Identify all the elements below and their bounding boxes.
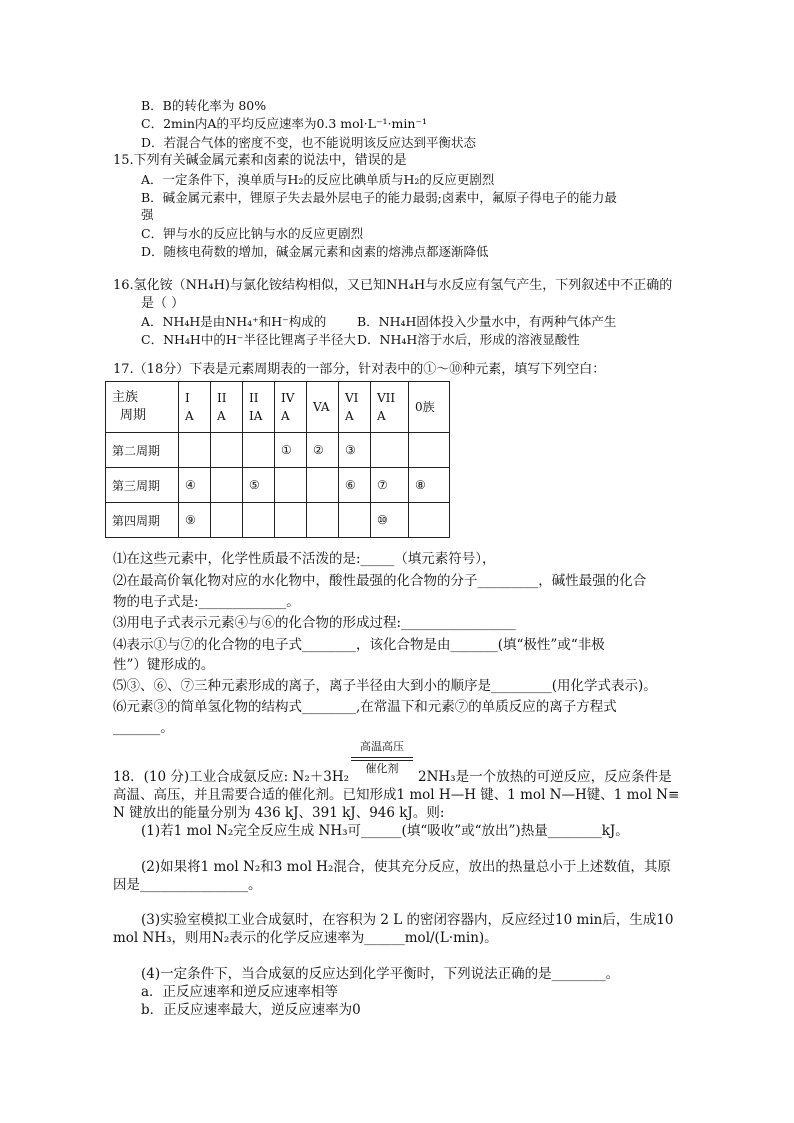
- table-cell: ⑦: [371, 468, 409, 503]
- q14-option-d: D．若混合气体的密度不变，也不能说明该反应达到平衡状态: [141, 135, 477, 150]
- group-label: VA: [313, 400, 330, 414]
- table-row: [106, 433, 450, 468]
- group-label: A: [281, 409, 290, 423]
- group-header-1: [179, 382, 211, 433]
- reversible-arrow-icon: [351, 756, 413, 762]
- q17-part-3: ⑶用电子式表示元素④与⑥的化合物的形成过程:_________________: [113, 615, 516, 631]
- q18-part-4: (4)一定条件下，当合成氨的反应达到化学平衡时，下列说法正确的是________。: [141, 966, 620, 982]
- q17-part-1: ⑴在这些元素中，化学性质最不活泼的是:_____（填元素符号），: [113, 551, 496, 567]
- q18-line-1-right: 2NH₃是一个放热的可逆反应，反应条件是: [418, 769, 672, 785]
- q16-option-c: C．NH₄H中的H⁻半径比锂离子半径大: [141, 332, 356, 347]
- table-cell: [339, 503, 371, 538]
- q16-option-a: A．NH₄H是由NH₄⁺和H⁻构成的: [141, 314, 327, 329]
- table-cell: ①: [275, 433, 307, 468]
- corner-label-group: 主族: [112, 390, 139, 405]
- q15-option-b-cont: 强: [141, 207, 154, 222]
- table-cell: ⑤: [243, 468, 275, 503]
- group-label: IV: [281, 391, 295, 405]
- condition-bottom: 催化剂: [365, 762, 399, 775]
- table-cell: ⑧: [409, 468, 450, 503]
- corner-label-period: 周期: [120, 408, 147, 423]
- q15-option-c: C．钾与水的反应比钠与水的反应更剧烈: [141, 226, 364, 241]
- q18-line-2: 高温、高压，并且需要合适的催化剂。已知形成1 mol H—H 键、1 mol N—H键、1 mol N≡: [113, 787, 680, 803]
- table-cell: [179, 433, 211, 468]
- group-header-0: [409, 382, 450, 433]
- q17-part-2-cont: 物的电子式是:_____________。: [113, 594, 300, 610]
- q15-option-b: B．碱金属元素中，锂原子失去最外层电子的能力最弱;卤素中，氟原子得电子的能力最: [141, 190, 617, 205]
- q16-stem-cont: 是（ ）: [141, 296, 185, 311]
- group-label: A: [217, 409, 226, 423]
- table-cell: [243, 503, 275, 538]
- table-row: [106, 468, 450, 503]
- q17-part-6-cont: _______。: [113, 720, 174, 736]
- table-cell: [243, 433, 275, 468]
- table-cell: [307, 468, 339, 503]
- table-cell: [275, 503, 307, 538]
- q18-part-2-cont: 因是________________。: [113, 877, 262, 893]
- table-cell: ③: [339, 433, 371, 468]
- group-label: II: [249, 391, 259, 405]
- table-cell: [371, 433, 409, 468]
- group-header-4: [275, 382, 307, 433]
- table-cell: ②: [307, 433, 339, 468]
- q18-part-3: (3)实验室模拟工业合成氨时，在容积为 2 L 的密闭容器内，反应经过10 min后，生成10: [141, 912, 674, 928]
- q17-part-5: ⑸③、⑥、⑦三种元素形成的离子，离子半径由大到小的顺序是_________(用化学式表示)。: [113, 678, 657, 694]
- q18-line-1: 18．(10 分)工业合成氨反应: N₂＋3H₂: [113, 769, 350, 785]
- table-cell: ④: [179, 468, 211, 503]
- q16-stem: 16.氢化铵（NH₄H)与氯化铵结构相似，又已知NH₄H与水反应有氢气产生，下列叙述中不正确的: [113, 278, 673, 293]
- q18-option-b: b．正反应速率最大，逆反应速率为0: [141, 1002, 361, 1018]
- group-header-5: [307, 382, 339, 433]
- table-cell: [211, 433, 243, 468]
- q17-part-6: ⑹元素③的简单氢化物的结构式________,在常温下和元素⑦的单质反应的离子方程式: [113, 699, 617, 715]
- q15-option-a: A．一定条件下，溴单质与H₂的反应比碘单质与H₂的反应更剧烈: [141, 172, 495, 187]
- period-label: 第二周期: [106, 433, 179, 468]
- q18-part-2: (2)如果将1 mol N₂和3 mol H₂混合，使其充分反应，放出的热量总小于上述数值，其原: [141, 859, 671, 875]
- group-label: II: [217, 391, 227, 405]
- table-cell: ⑨: [179, 503, 211, 538]
- group-label: A: [345, 409, 354, 423]
- table-row: [106, 503, 450, 538]
- q16-option-b: B．NH₄H固体投入少量水中，有两种气体产生: [357, 314, 617, 329]
- group-label: VI: [345, 391, 359, 405]
- period-label: 第四周期: [106, 503, 179, 538]
- periodic-table: [105, 381, 450, 538]
- period-label: 第三周期: [106, 468, 179, 503]
- table-cell: ⑩: [371, 503, 409, 538]
- table-cell: [211, 468, 243, 503]
- table-cell: [275, 468, 307, 503]
- table-cell: [409, 433, 450, 468]
- q17-stem: 17.（18分）下表是元素周期表的一部分，针对表中的①～⑩种元素，填写下列空白：: [113, 362, 606, 377]
- q15-option-d: D．随核电荷数的增加，碱金属元素和卤素的熔沸点都逐渐降低: [141, 244, 489, 259]
- group-label: VII: [377, 391, 396, 405]
- q15-stem: 15.下列有关碱金属元素和卤素的说法中，错误的是: [113, 153, 407, 168]
- periodic-table-header-row: [106, 382, 450, 433]
- q17-part-2: ⑵在最高价氧化物对应的水化物中，酸性最强的化合物的分子_________，碱性最强的化合: [113, 573, 647, 589]
- reaction-condition: [351, 740, 413, 776]
- group-label: IA: [249, 409, 263, 423]
- q17-part-4: ⑷表示①与⑦的化合物的电子式________，该化合物是由_______(填“极性”或“非极: [113, 637, 605, 653]
- group-header-3: [243, 382, 275, 433]
- q18-line-3: N 键放出的能量分别为 436 kJ、391 kJ、946 kJ。则:: [113, 805, 445, 821]
- table-cell: [307, 503, 339, 538]
- q18-option-a: a．正反应速率和逆反应速率相等: [141, 984, 339, 1000]
- condition-top: 高温高压: [360, 740, 404, 753]
- q17-part-4-cont: 性”）键形成的。: [113, 657, 215, 673]
- q18-part-1: (1)若1 mol N₂完全反应生成 NH₃可______(填“吸收”或“放出”)热量________kJ。: [141, 823, 629, 839]
- group-header-2: [211, 382, 243, 433]
- table-corner-cell: [106, 382, 179, 433]
- group-label: A: [185, 409, 194, 423]
- group-label: A: [377, 409, 386, 423]
- q16-option-d: D．NH₄H溶于水后，形成的溶液显酸性: [357, 332, 580, 347]
- group-header-6: [339, 382, 371, 433]
- table-cell: [409, 503, 450, 538]
- table-cell: ⑥: [339, 468, 371, 503]
- q14-option-b: B．B的转化率为 80%: [141, 98, 267, 113]
- group-header-7: [371, 382, 409, 433]
- table-cell: [211, 503, 243, 538]
- q18-part-3-cont: mol NH₃，则用N₂表示的化学反应速率为______mol/(L·min)。: [113, 930, 498, 946]
- q14-option-c: C．2min内A的平均反应速率为0.3 mol·L⁻¹·min⁻¹: [141, 116, 428, 131]
- group-label: I: [185, 391, 190, 405]
- group-label: 0族: [415, 400, 435, 414]
